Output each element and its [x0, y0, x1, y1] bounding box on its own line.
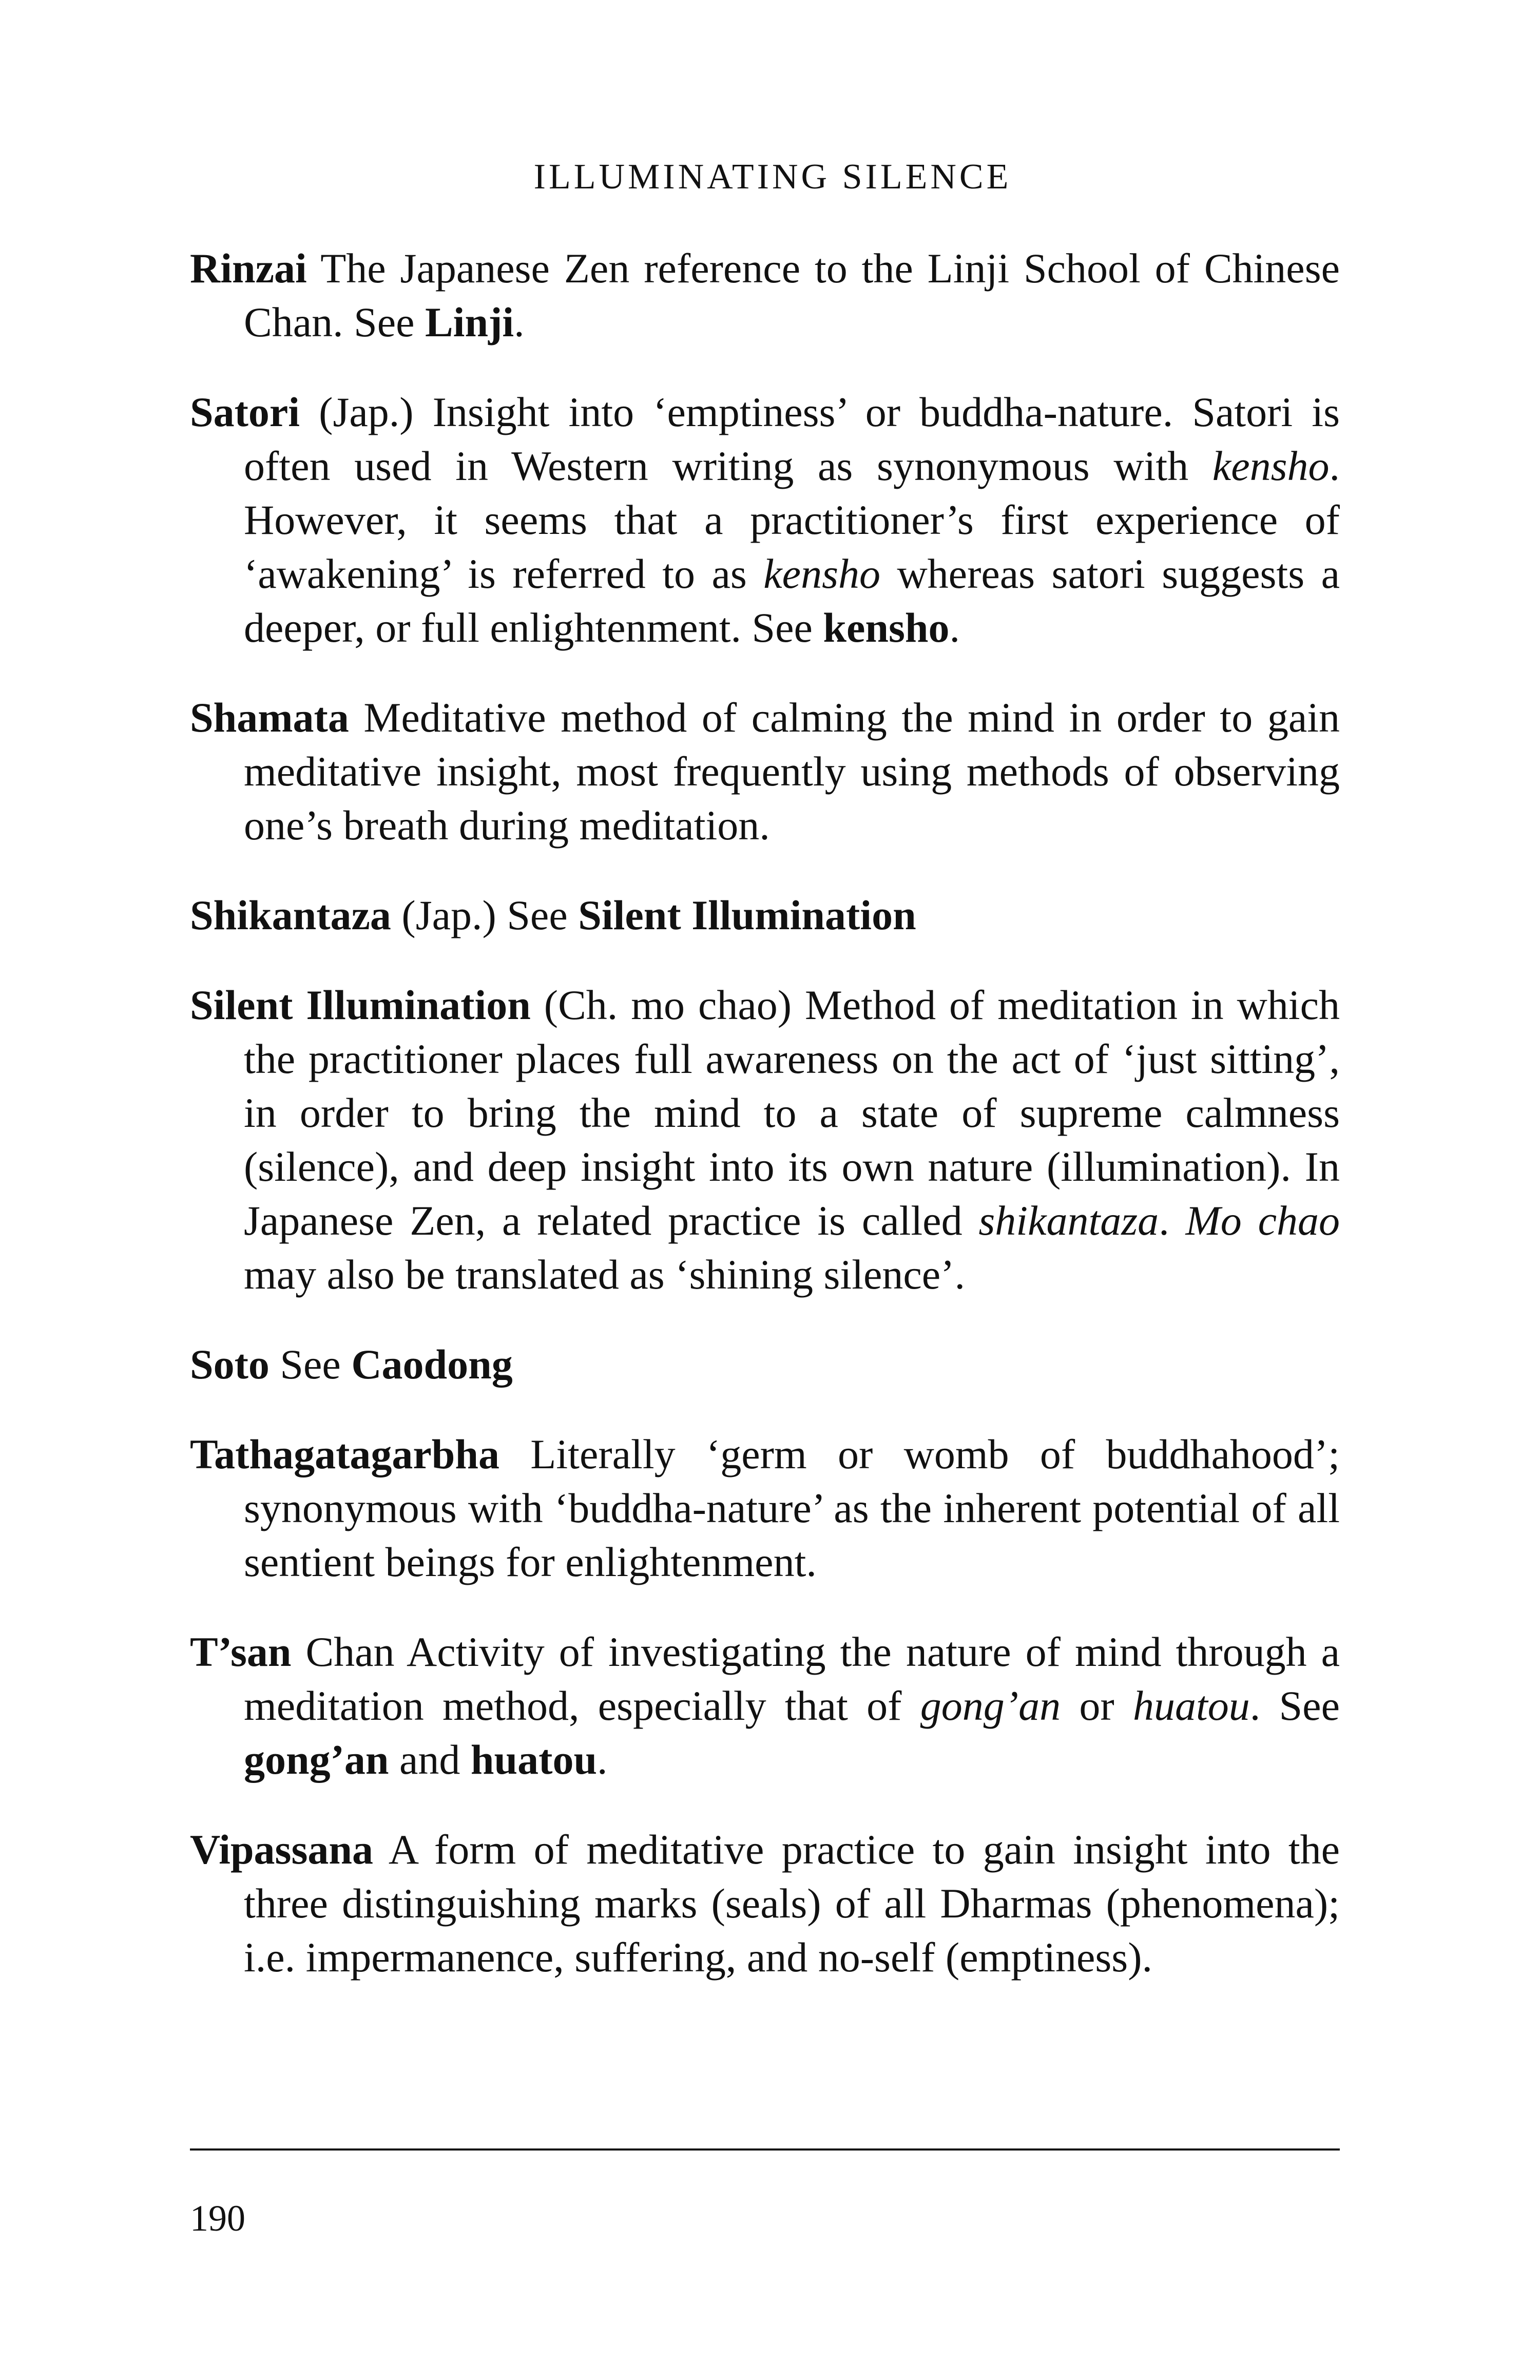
glossary-term: Soto [190, 1341, 270, 1388]
glossary-entry [190, 1337, 1340, 1391]
footer-rule [190, 2148, 1340, 2151]
glossary-entry [190, 1625, 1340, 1787]
definition-text: Literally ‘germ or womb of buddhahood’; synonymous with ‘buddha-nature’ as the inherent potential of all sentient beings for enlightenment. [244, 1431, 1340, 1585]
definition-text: . [514, 299, 525, 346]
italic-term: gong’an [920, 1682, 1061, 1729]
cross-reference: Caodong [351, 1341, 513, 1388]
running-head: ILLUMINATING SILENCE [533, 157, 1012, 197]
cross-reference: kensho [823, 604, 950, 651]
glossary-entry [190, 978, 1340, 1301]
glossary-term: Shamata [190, 694, 349, 741]
definition-text: Chan Activity of investigating the nature of mind through a meditation method, especially that of [244, 1628, 1340, 1729]
cross-reference: Linji [425, 299, 514, 346]
cross-reference: gong’an [244, 1736, 389, 1783]
glossary-term: Shikantaza [190, 892, 391, 938]
definition-text: . [1159, 1197, 1186, 1244]
italic-term: huatou [1132, 1682, 1250, 1729]
definition-text: (Jap.) Insight into ‘emptiness’ or buddha-nature. Satori is often used in Western writing as synonymous with [244, 389, 1340, 489]
cross-reference: Silent Illumination [578, 892, 916, 938]
glossary-term: Tathagatagarbha [190, 1431, 499, 1477]
italic-term: shikantaza [978, 1197, 1159, 1244]
definition-text: Meditative method of calming the mind in order to gain meditative insight, most frequently using methods of observing one’s breath during meditation. [244, 694, 1340, 849]
definition-text: A form of meditative practice to gain insight into the three distinguishing marks (seals) of all Dharmas (phenomena); i.e. impermanence, suffering, and no-self (emptiness). [244, 1826, 1340, 1981]
definition-text: whereas satori suggests a deeper, or full enlightenment. See [244, 550, 1340, 651]
glossary-term: Satori [190, 389, 300, 435]
definition-text: The Japanese Zen reference to the Linji School of Chinese Chan. See [244, 245, 1340, 346]
italic-term: kensho [763, 550, 880, 597]
glossary-entry [190, 690, 1340, 852]
definition-text: . [597, 1736, 608, 1783]
definition-text: (Ch. mo chao) Method of meditation in which the practitioner places full awareness on the act of ‘just sitting’, in order to bring the mind to a state of supreme calmness (silence), and deep insight into its own nature (illumination). In Japanese Zen, a related practice is called [244, 982, 1340, 1244]
glossary-term: Silent Illumination [190, 982, 531, 1028]
glossary-term: Vipassana [190, 1826, 373, 1873]
glossary-list [190, 241, 1340, 2020]
definition-text: . See [1249, 1682, 1340, 1729]
definition-text: or [1061, 1682, 1133, 1729]
definition-text: See [269, 1341, 352, 1388]
glossary-entry [190, 241, 1340, 349]
definition-text: and [389, 1736, 471, 1783]
glossary-entry [190, 1427, 1340, 1589]
definition-text: . [949, 604, 960, 651]
italic-term: Mo chao [1185, 1197, 1340, 1244]
glossary-term: T’san [190, 1628, 292, 1675]
glossary-entry [190, 1822, 1340, 1984]
italic-term: kensho [1212, 443, 1330, 489]
definition-text: . However, it seems that a practitioner’s first experience of ‘awakening’ is referred to as [244, 443, 1340, 597]
definition-text: may also be translated as ‘shining silence’. [244, 1251, 965, 1298]
definition-text: (Jap.) See [391, 892, 579, 938]
glossary-entry [190, 888, 1340, 942]
page-number: 190 [190, 2198, 245, 2239]
glossary-term: Rinzai [190, 245, 307, 292]
cross-reference: huatou [470, 1736, 598, 1783]
glossary-entry [190, 385, 1340, 655]
